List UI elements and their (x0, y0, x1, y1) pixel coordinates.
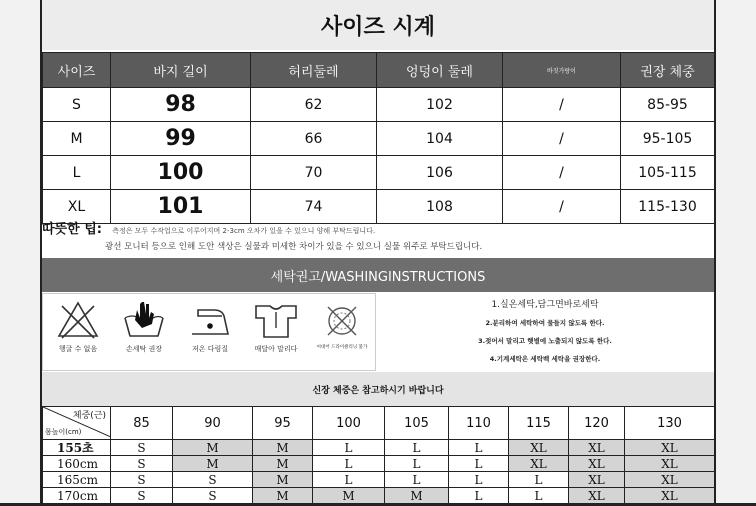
recommended-size-cell: M (313, 488, 385, 504)
recommended-size-cell: L (449, 488, 509, 504)
washing-rule-2: 2.분리하여 세탁하여 물들지 않도록 한다. (485, 319, 605, 327)
corner-height-label: 몸높이(cm) (45, 428, 82, 436)
washing-title-bar: 세탁권고/WASHINGINSTRUCTIONS (42, 258, 714, 292)
header-pants-length: 바지 길이 (111, 53, 251, 88)
header-waist: 허리둘레 (251, 53, 377, 88)
corner-weight-label: 체중(근) (72, 411, 106, 421)
recommended-size-cell: XL (625, 472, 715, 488)
wash-caption-1: 헹굴 수 없음 (58, 345, 98, 353)
size-cell: XL (43, 190, 111, 224)
recommended-size-cell: M (253, 456, 313, 472)
size-cell: 108 (377, 190, 503, 224)
weight-header: 130 (625, 407, 715, 440)
recommended-size-cell: XL (569, 456, 625, 472)
size-cell: L (43, 156, 111, 190)
size-cell: / (503, 122, 621, 156)
recommended-size-cell: M (173, 440, 253, 456)
reference-title: 신장 체중은 참고하시기 바랍니다 (42, 372, 714, 406)
wash-caption-3: 저온 다림질 (191, 345, 229, 353)
reference-row (43, 456, 715, 472)
size-cell: 98 (111, 88, 251, 122)
right-margin (714, 0, 756, 506)
size-cell: 105-115 (621, 156, 715, 190)
weight-header: 105 (385, 407, 449, 440)
recommended-size-cell: M (173, 456, 253, 472)
recommended-size-cell: S (173, 488, 253, 504)
tip-line-1 (42, 218, 714, 238)
page-title: 사이즈 시계 (42, 0, 714, 50)
header-crotch: 바짓가랑이 (503, 53, 621, 88)
height-label: 155초 (43, 440, 111, 456)
recommended-size-cell: XL (569, 472, 625, 488)
recommended-size-cell: XL (625, 488, 715, 504)
size-row (43, 88, 715, 122)
height-label: 160cm (43, 456, 111, 472)
left-margin (0, 0, 42, 506)
reference-row (43, 488, 715, 504)
recommended-size-cell: L (449, 472, 509, 488)
recommended-size-cell: L (509, 488, 569, 504)
wash-icon-cell-4 (245, 294, 307, 370)
size-cell: 74 (251, 190, 377, 224)
wash-caption-2: 손세탁 권장 (125, 345, 163, 353)
recommended-size-cell: M (253, 440, 313, 456)
hang-dry-icon (252, 300, 300, 340)
wash-icon-cell-5 (311, 294, 373, 370)
recommended-size-cell: XL (509, 440, 569, 456)
size-row (43, 122, 715, 156)
height-weight-reference-table (42, 406, 715, 504)
no-bleach-icon (56, 300, 100, 340)
height-label: 170cm (43, 488, 111, 504)
recommended-size-cell: L (509, 472, 569, 488)
recommended-size-cell: L (449, 440, 509, 456)
weight-header: 85 (111, 407, 173, 440)
weight-header: 100 (313, 407, 385, 440)
reference-corner-cell (43, 407, 111, 440)
size-cell: 101 (111, 190, 251, 224)
low-iron-icon (188, 300, 232, 340)
washing-rule-3: 3.젖어서 말리고 햇볕에 노출되지 않도록 한다. (478, 337, 612, 345)
wash-caption-4: 매달아 말리다 (254, 345, 298, 353)
recommended-size-cell: S (111, 440, 173, 456)
size-cell: 70 (251, 156, 377, 190)
size-cell: / (503, 190, 621, 224)
size-cell: 100 (111, 156, 251, 190)
size-cell: 85-95 (621, 88, 715, 122)
recommended-size-cell: XL (509, 456, 569, 472)
weight-header: 110 (449, 407, 509, 440)
reference-header-row (43, 407, 715, 440)
weight-header: 90 (173, 407, 253, 440)
reference-row (43, 440, 715, 456)
size-cell: 102 (377, 88, 503, 122)
size-cell: S (43, 88, 111, 122)
size-cell: 115-130 (621, 190, 715, 224)
recommended-size-cell: L (385, 440, 449, 456)
wash-icon-cell-2 (113, 294, 175, 370)
weight-header: 120 (569, 407, 625, 440)
size-chart-header-row (43, 53, 715, 88)
washing-rule-4: 4.기계세탁은 세탁백 세탁을 권장한다. (489, 355, 601, 363)
recommended-size-cell: L (449, 456, 509, 472)
recommended-size-cell: L (385, 472, 449, 488)
no-dry-clean-icon (320, 300, 364, 340)
recommended-size-cell: L (313, 456, 385, 472)
size-cell: M (43, 122, 111, 156)
size-cell: 106 (377, 156, 503, 190)
size-cell: 66 (251, 122, 377, 156)
recommended-size-cell: L (313, 472, 385, 488)
header-hip: 엉덩이 둘레 (377, 53, 503, 88)
recommended-size-cell: L (385, 456, 449, 472)
size-cell: 104 (377, 122, 503, 156)
size-cell: 62 (251, 88, 377, 122)
recommended-size-cell: M (253, 472, 313, 488)
reference-row (43, 472, 715, 488)
recommended-size-cell: M (385, 488, 449, 504)
recommended-size-cell: S (111, 488, 173, 504)
size-cell: 95-105 (621, 122, 715, 156)
wash-icon-cell-3 (179, 294, 241, 370)
wash-icon-cell-1 (47, 294, 109, 370)
tip-text-1: 측정은 모두 수작업으로 이루어지며 2-3cm 오차가 있을 수 있으니 양해 부탁드립니다. (112, 227, 376, 235)
washing-rule-1: 1.실온세탁,담그면바로세탁 (491, 300, 599, 310)
recommended-size-cell: S (111, 456, 173, 472)
recommended-size-cell: L (313, 440, 385, 456)
weight-header: 95 (253, 407, 313, 440)
recommended-size-cell: XL (569, 488, 625, 504)
washing-icons-panel (42, 293, 376, 371)
weight-header: 115 (509, 407, 569, 440)
header-size: 사이즈 (43, 53, 111, 88)
size-cell: / (503, 156, 621, 190)
recommended-size-cell: S (111, 472, 173, 488)
wash-caption-5: 씨대어 드라이클리닝 불가 (316, 345, 368, 350)
size-cell: 99 (111, 122, 251, 156)
size-cell: / (503, 88, 621, 122)
tip-text-2: 광선 모니터 등으로 인해 도안 색상은 실물과 미세한 차이가 있을 수 있으니 실물 위주로 부탁드립니다. (105, 242, 483, 252)
hand-wash-icon (122, 300, 166, 340)
recommended-size-cell: XL (569, 440, 625, 456)
tip-label: 따뜻한 팁: (42, 222, 102, 237)
size-row (43, 156, 715, 190)
recommended-size-cell: XL (625, 456, 715, 472)
washing-rules (376, 293, 714, 371)
recommended-size-cell: M (253, 488, 313, 504)
height-label: 165cm (43, 472, 111, 488)
header-recommended-weight: 권장 체중 (621, 53, 715, 88)
recommended-size-cell: S (173, 472, 253, 488)
size-chart-table (42, 52, 715, 224)
recommended-size-cell: XL (625, 440, 715, 456)
